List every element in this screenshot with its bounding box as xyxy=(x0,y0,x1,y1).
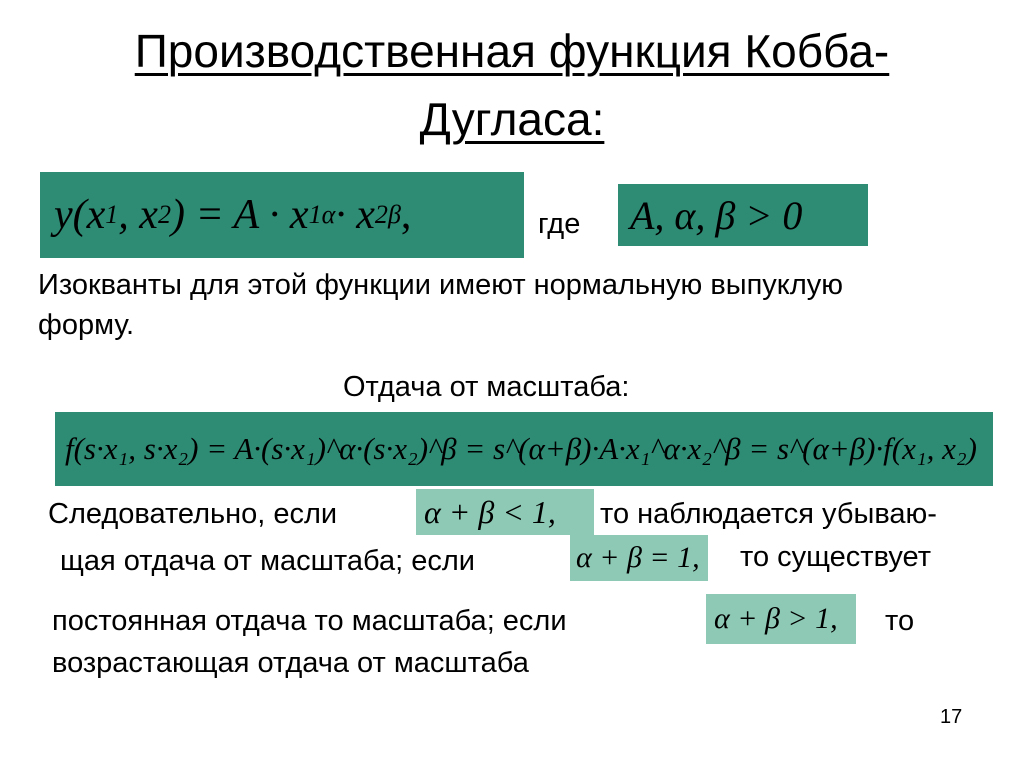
conditions-text: A, α, β > 0 xyxy=(630,192,803,238)
formula-dot: · x xyxy=(335,192,375,238)
conclusion-line1-end: то наблюдается убываю- xyxy=(600,498,937,530)
returns-to-scale-label: Отдача от масштаба: xyxy=(343,371,630,403)
conclusion-line2-start: щая отдача от масштаба; если xyxy=(60,545,475,577)
page-number: 17 xyxy=(940,706,963,728)
slide-title-line1: Производственная функция Кобба- xyxy=(134,25,890,77)
formula-end: , xyxy=(400,192,412,238)
isoquant-text-line1: Изокванты для этой функции имеют нормальную выпуклую xyxy=(38,269,843,301)
parameter-conditions xyxy=(618,184,868,246)
conclusion-line4: возрастающая отдача от масштаба xyxy=(52,647,529,679)
slide-title-line2: Дугласа: xyxy=(419,93,605,145)
cobb-douglas-formula: y(x 1 , x 2 ) = A · x 1 α · x 2 β , xyxy=(40,172,524,258)
scale-formula-text: f(s·x₁, s·x₂) = A·(s·x₁)^α·(s·x₂)^β = s^(α+β)·A·x₁^α·x₂^β = s^(α+β)·f(x₁, x₂) xyxy=(65,431,978,466)
formula-lhs: y(x xyxy=(54,192,106,238)
formula-eq: ) = A · x xyxy=(170,192,309,238)
condition-equal-one xyxy=(570,535,708,581)
where-label: где xyxy=(538,208,581,240)
conclusion-line3-start: постоянная отдача то масштаба; если xyxy=(52,605,567,637)
isoquant-text-line2: форму. xyxy=(38,309,135,341)
returns-to-scale-formula xyxy=(55,412,993,486)
condition-greater-than-one xyxy=(706,594,856,644)
conclusion-line1-start: Следовательно, если xyxy=(48,498,338,530)
cond-greater-text: α + β > 1, xyxy=(714,602,838,635)
condition-less-than-one xyxy=(416,489,594,535)
cond-equal-text: α + β = 1, xyxy=(576,541,700,574)
formula-mid: , x xyxy=(118,192,158,238)
cond-less-text: α + β < 1, xyxy=(424,493,556,530)
conclusion-line2-end: то существует xyxy=(740,541,931,573)
conclusion-line3-end: то xyxy=(885,605,915,637)
